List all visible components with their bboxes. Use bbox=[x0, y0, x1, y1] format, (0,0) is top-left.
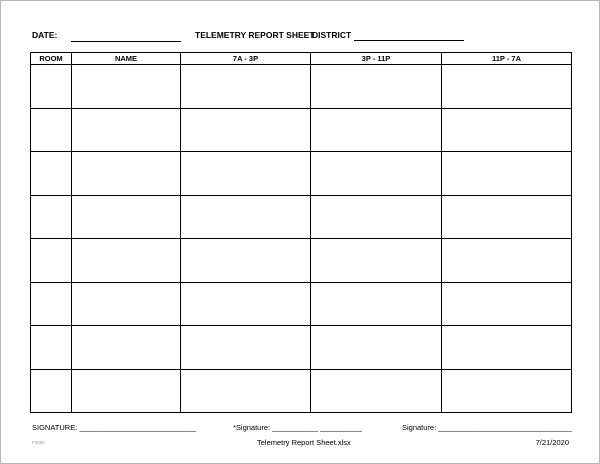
cell-name[interactable] bbox=[72, 152, 181, 196]
cell-3p-11p[interactable] bbox=[311, 326, 442, 370]
table-row bbox=[31, 152, 572, 196]
cell-3p-11p[interactable] bbox=[311, 195, 442, 239]
print-date: 7/21/2020 bbox=[535, 438, 569, 447]
date-label: DATE: bbox=[32, 30, 58, 40]
cell-11p-7a[interactable] bbox=[442, 195, 572, 239]
cell-3p-11p[interactable] bbox=[311, 369, 442, 413]
table-row bbox=[31, 326, 572, 370]
date-fill-line[interactable] bbox=[71, 41, 181, 42]
table-row bbox=[31, 369, 572, 413]
cell-3p-11p[interactable] bbox=[311, 108, 442, 152]
cell-3p-11p[interactable] bbox=[311, 152, 442, 196]
cell-room[interactable] bbox=[31, 195, 72, 239]
column-header-11p-7a: 11P - 7A bbox=[442, 53, 572, 65]
table-row bbox=[31, 195, 572, 239]
column-header-7a-3p: 7A - 3P bbox=[181, 53, 311, 65]
cell-11p-7a[interactable] bbox=[442, 239, 572, 283]
cell-7a-3p[interactable] bbox=[181, 65, 311, 109]
cell-11p-7a[interactable] bbox=[442, 152, 572, 196]
cell-3p-11p[interactable] bbox=[311, 282, 442, 326]
cell-room[interactable] bbox=[31, 152, 72, 196]
table-row bbox=[31, 65, 572, 109]
table-row bbox=[31, 239, 572, 283]
signature-field-3[interactable]: Signature: ________________________________ bbox=[402, 423, 572, 432]
cell-room[interactable] bbox=[31, 108, 72, 152]
cell-name[interactable] bbox=[72, 65, 181, 109]
cell-room[interactable] bbox=[31, 282, 72, 326]
table-row bbox=[31, 282, 572, 326]
district-label: DISTRICT bbox=[312, 30, 352, 40]
cell-11p-7a[interactable] bbox=[442, 369, 572, 413]
cell-name[interactable] bbox=[72, 239, 181, 283]
cell-7a-3p[interactable] bbox=[181, 195, 311, 239]
cell-7a-3p[interactable] bbox=[181, 326, 311, 370]
cell-7a-3p[interactable] bbox=[181, 108, 311, 152]
cell-7a-3p[interactable] bbox=[181, 239, 311, 283]
cell-11p-7a[interactable] bbox=[442, 108, 572, 152]
cell-7a-3p[interactable] bbox=[181, 282, 311, 326]
cell-room[interactable] bbox=[31, 239, 72, 283]
cell-11p-7a[interactable] bbox=[442, 326, 572, 370]
signature-field-1[interactable]: SIGNATURE: ____________________________ bbox=[32, 423, 197, 432]
table-row bbox=[31, 108, 572, 152]
column-header-name: NAME bbox=[72, 53, 181, 65]
column-header-room: ROOM bbox=[31, 53, 72, 65]
cell-room[interactable] bbox=[31, 65, 72, 109]
cell-name[interactable] bbox=[72, 195, 181, 239]
cell-7a-3p[interactable] bbox=[181, 152, 311, 196]
cell-name[interactable] bbox=[72, 282, 181, 326]
file-name: Telemetry Report Sheet.xlsx bbox=[257, 438, 351, 447]
cell-11p-7a[interactable] bbox=[442, 65, 572, 109]
cell-3p-11p[interactable] bbox=[311, 239, 442, 283]
cell-name[interactable] bbox=[72, 326, 181, 370]
telemetry-table bbox=[30, 52, 572, 413]
column-header-3p-11p: 3P - 11P bbox=[311, 53, 442, 65]
report-header bbox=[32, 30, 599, 44]
cell-name[interactable] bbox=[72, 369, 181, 413]
district-fill-line[interactable] bbox=[354, 40, 464, 41]
cell-3p-11p[interactable] bbox=[311, 65, 442, 109]
form-code: F0050 bbox=[32, 440, 45, 445]
cell-room[interactable] bbox=[31, 326, 72, 370]
table-header-row bbox=[31, 53, 572, 65]
cell-11p-7a[interactable] bbox=[442, 282, 572, 326]
cell-7a-3p[interactable] bbox=[181, 369, 311, 413]
signature-field-2[interactable]: *Signature: ___________ __________ bbox=[233, 423, 362, 432]
cell-room[interactable] bbox=[31, 369, 72, 413]
cell-name[interactable] bbox=[72, 108, 181, 152]
report-title: TELEMETRY REPORT SHEET bbox=[195, 30, 315, 40]
